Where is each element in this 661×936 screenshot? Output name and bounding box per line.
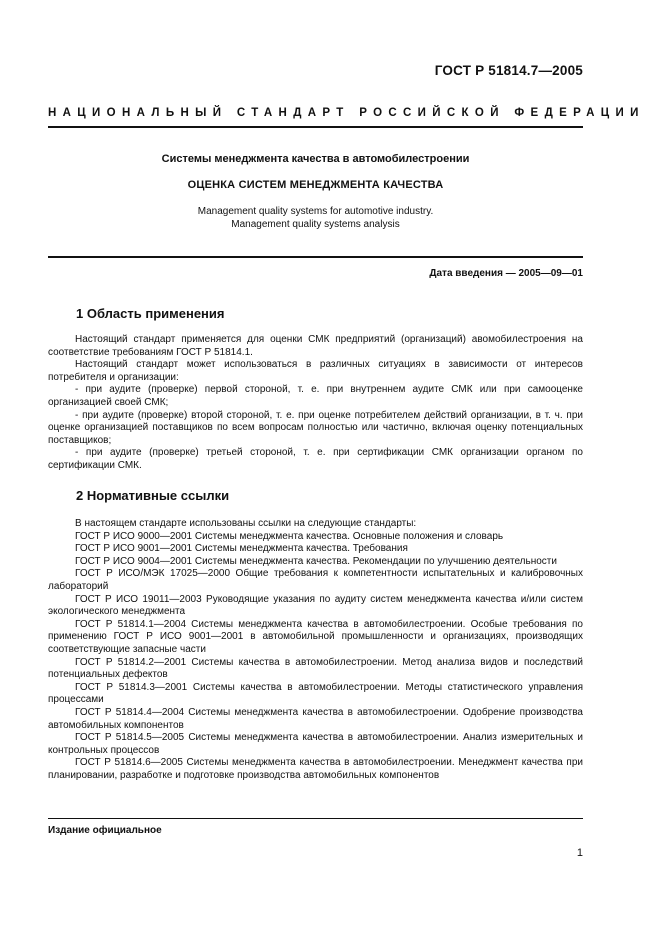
reference-item: ГОСТ Р 51814.2—2001 Системы качества в автомобилестроении. Метод анализа видов и последствий потенциальных дефектов [48,656,583,681]
reference-item: ГОСТ Р ИСО 19011—2003 Руководящие указания по аудиту систем менеджмента качества и/или систем экологического менеджмента [48,593,583,618]
paragraph: Настоящий стандарт может использоваться в различных ситуациях в зависимости от интересов потребителя и организации: [48,359,583,383]
section-1-body [48,334,583,473]
reference-item: ГОСТ Р 51814.5—2005 Системы менеджмента качества в автомобилестроении. Анализ измерительных и контрольных процессов [48,732,583,756]
reference-item: ГОСТ Р 51814.1—2004 Системы менеджмента качества в автомобилестроении. Особые требования по применению ГОСТ Р ИСО 9001—2001 в автомобильной промышленности и организациях, производящих соответствующие запасные части [48,618,583,655]
edition-label: Издание официальное [48,825,162,836]
section-2-heading: 2 Нормативные ссылки [76,488,230,503]
reference-item: ГОСТ Р ИСО 9000—2001 Системы менеджмента качества. Основные положения и словарь [75,530,504,542]
top-divider [48,126,583,128]
paragraph: Настоящий стандарт применяется для оценки СМК предприятий (организаций) авомобилестроения на соответствие требованиям ГОСТ Р 51814.1. [48,334,583,358]
list-item: - при аудите (проверке) второй стороной, т. е. при оценке потребителем действий организации, в т. ч. при оценке организацией поставщиков по всем вопросам полностью или частично, включая оценку потенциальных поставщиков; [48,409,583,446]
introduction-date: Дата введения — 2005—09—01 [429,268,583,279]
national-standard-banner: НАЦИОНАЛЬНЫЙ СТАНДАРТ РОССИЙСКОЙ ФЕДЕРАЦИИ [48,107,645,119]
english-title [48,206,583,231]
reference-item: ГОСТ Р 51814.3—2001 Системы качества в автомобилестроении. Методы статистического управления процессами [48,681,583,706]
reference-item: ГОСТ Р ИСО 9004—2001 Системы менеджмента качества. Рекомендации по улучшению деятельности [75,555,557,567]
document-subtitle: Системы менеджмента качества в автомобилестроении [161,153,470,165]
list-item: - при аудите (проверке) третьей стороной, т. е. при сертификации СМК организации органом по сертификации СМК. [48,447,583,471]
reference-item: ГОСТ Р ИСО/МЭК 17025—2000 Общие требования к компетентности испытательных и калибровочных лабораторий [48,568,583,592]
section-1-heading: 1 Область применения [76,306,225,321]
english-title-line-1: Management quality systems for automotive industry. [197,206,434,217]
list-item: - при аудите (проверке) первой стороной, т. е. при внутреннем аудите СМК или при самооценке организацией своей СМК; [48,384,583,408]
document-title: ОЦЕНКА СИСТЕМ МЕНЕДЖМЕНТА КАЧЕСТВА [187,179,444,191]
section-2-body [48,518,583,782]
english-title-line-2: Management quality systems analysis [231,218,400,230]
reference-item: ГОСТ Р 51814.6—2005 Системы менеджмента качества в автомобилестроении. Менеджмент качества при планировании, разработке и подготовке производства автомобильных компонентов [48,757,583,781]
paragraph: В настоящем стандарте использованы ссылки на следующие стандарты: [75,518,417,529]
reference-item: ГОСТ Р ИСО 9001—2001 Системы менеджмента качества. Требования [75,543,408,555]
title-divider [48,256,583,258]
document-code: ГОСТ Р 51814.7—2005 [434,63,583,78]
reference-item: ГОСТ Р 51814.4—2004 Системы менеджмента качества в автомобилестроении. Одобрение производства автомобильных компонентов [48,706,583,731]
page-number: 1 [576,847,583,859]
footer-divider [48,818,583,819]
